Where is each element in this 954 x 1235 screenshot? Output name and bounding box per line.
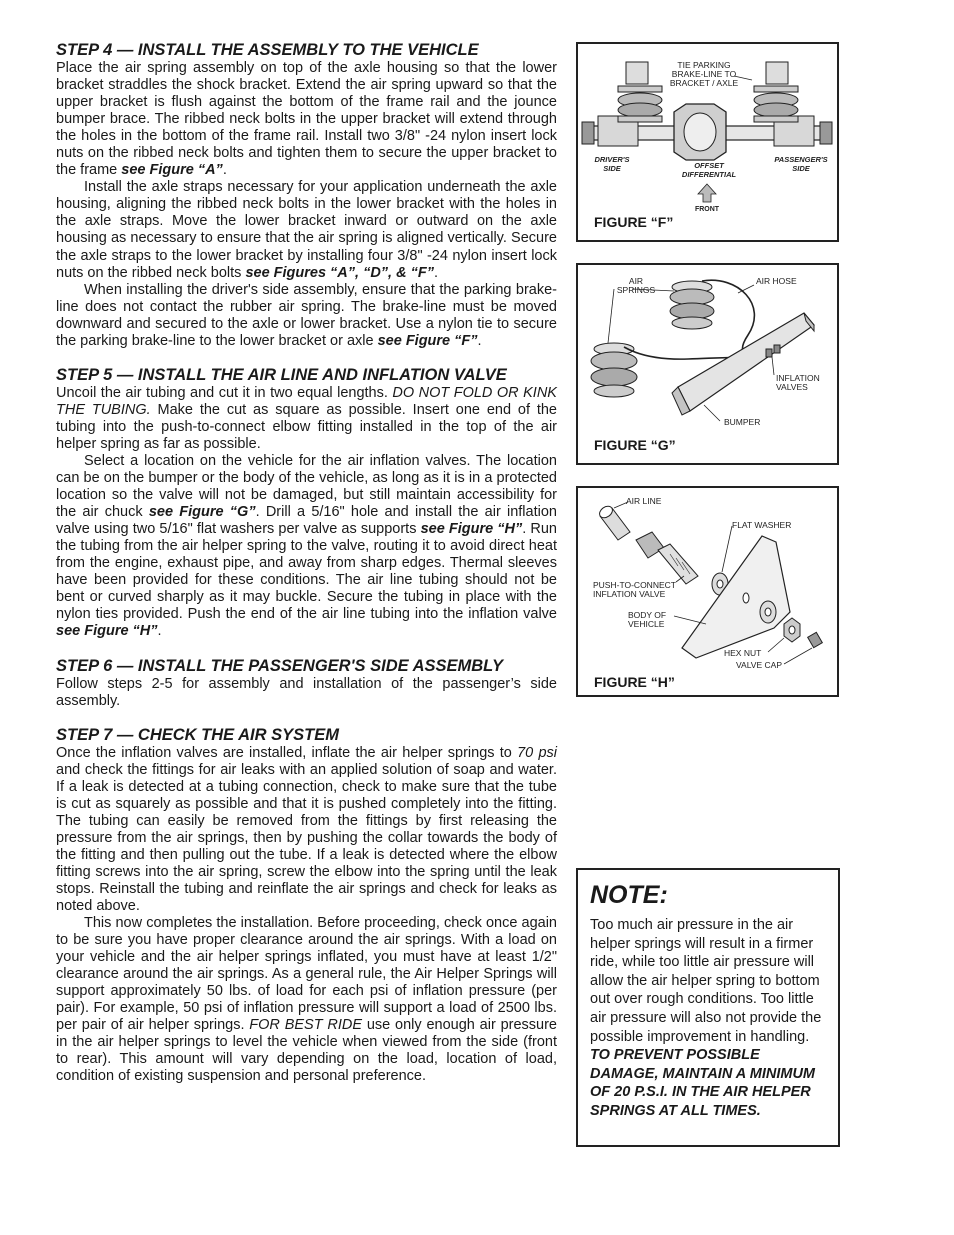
step-5-section: [56, 365, 557, 641]
air-hose-label: AIR HOSE: [756, 276, 797, 286]
step-6-heading: STEP 6 — INSTALL THE PASSENGER'S SIDE ASSEMBLY: [56, 656, 504, 675]
inflation-valves-label-1: INFLATION: [776, 373, 820, 383]
step-7-heading: STEP 7 — CHECK THE AIR SYSTEM: [56, 725, 339, 744]
bumper-label: BUMPER: [724, 417, 761, 427]
tie-label-line-1: TIE PARKING: [677, 60, 731, 70]
air-line-label: AIR LINE: [626, 496, 662, 506]
note-title: NOTE:: [590, 881, 668, 909]
air-springs-label-1: AIR: [628, 276, 644, 286]
axle-diagram: [578, 44, 837, 240]
step-4-section: [56, 40, 557, 350]
step-5-heading: STEP 5 — INSTALL THE AIR LINE AND INFLATION VALVE: [56, 365, 507, 384]
step-7-paragraph-1: Once the inflation valves are installed, inflate the air helper springs to 70 psi and check the fittings for air leaks with an applied solution of soap and water. If a leak is detected at a tubing connection, check to make sure that the tube is cut as squarely as possible and that it is pushed completely into the fitting. The tubing can easily be removed from the fittings by first releasing the pressure from the air springs, then by pushing the collar towards the body of the fitting and then pulling out the tube. If a leak is detected where the elbow fitting screws into the air spring, screw the elbow into the spring until the leak stops. Reinstall the tubing and reinflate the air springs and check for leaks as noted above.: [56, 744, 557, 915]
note-box: [576, 868, 840, 1147]
tie-label-line-2: BRAKE-LINE TO: [671, 69, 737, 79]
body-of-vehicle-label-1: BODY OF: [628, 610, 667, 620]
offset-label-1: OFFSET: [694, 161, 724, 170]
body-of-vehicle-label-2: VEHICLE: [628, 619, 665, 629]
step-6-section: [56, 656, 557, 710]
figure-h-caption: FIGURE “H”: [594, 674, 675, 690]
warning-text: DO NOT FOLD OR KINK THE TUBING.: [56, 384, 557, 418]
figure-f: [576, 42, 839, 242]
flat-washer-label: FLAT WASHER: [732, 520, 792, 530]
figure-reference: see Figure “G”: [148, 504, 256, 521]
valve-assembly-diagram: [578, 488, 837, 695]
instructions-column: [56, 40, 557, 1101]
figure-g-caption: FIGURE “G”: [594, 437, 676, 453]
figure-reference: see Figure “F”: [377, 332, 478, 349]
offset-label-2: DIFFERENTIAL: [681, 170, 737, 179]
step-4-heading: STEP 4 — INSTALL THE ASSEMBLY TO THE VEHICLE: [56, 41, 479, 59]
figure-h: [576, 486, 839, 697]
hex-nut-label: HEX NUT: [724, 648, 762, 658]
passengers-side-label-1: PASSENGER'S: [774, 155, 828, 164]
note-body: Too much air pressure in the air helper springs will result in a firmer ride, while too little air pressure will allow the air helper spring to bottom out over rough conditions. Too little air pressure will also not provide the possible improvement in handling. TO PREVENT POSSIBLE DAMAGE, MAINTAIN A MINIMUM OF 20 P.S.I. IN THE AIR HELPER SPRINGS AT ALL TIMES.: [590, 917, 822, 1119]
push-to-connect-label-2: INFLATION VALVE: [593, 589, 666, 599]
drivers-side-label-2: SIDE: [603, 164, 621, 173]
figure-g: [576, 263, 839, 465]
drivers-side-label-1: DRIVER'S: [594, 155, 630, 164]
step-6-paragraph-1: Follow steps 2-5 for assembly and installation of the passenger’s side assembly.: [56, 675, 557, 709]
tie-label-line-3: BRACKET / AXLE: [669, 78, 739, 88]
inflation-valves-label-2: VALVES: [776, 382, 808, 392]
note-warning: TO PREVENT POSSIBLE DAMAGE, MAINTAIN A MINIMUM OF 20 P.S.I. IN THE AIR HELPER SPRINGS AT ALL TIMES.: [590, 1047, 815, 1119]
front-arrow-icon: [698, 184, 716, 202]
figure-reference: see Figure “H”: [56, 623, 158, 640]
figure-reference: see Figure “H”: [420, 521, 523, 538]
step-5-paragraph-1: Uncoil the air tubing and cut it in two equal lengths. DO NOT FOLD OR KINK THE TUBING. Make the cut as square as possible. Insert one end of the tubing into the push-to-connect elbow fitting installed in the top of the air helper spring as far as possible.: [56, 384, 557, 452]
step-4-paragraph-1: Place the air spring assembly on top of the axle housing so that the lower bracket straddles the shock bracket. Extend the air spring upward so that the upper bracket is flush against the bottom of the frame rail and the jounce bumper brace. The ribbed neck bolts in the upper bracket will extend through the holes in the bottom of the frame rail. Install two 3/8" -24 nylon insert lock nuts on the ribbed neck bolts and tighten them to secure the upper bracket to the frame see Figure “A”.: [56, 60, 557, 179]
figure-f-caption: FIGURE “F”: [594, 214, 674, 230]
valve-cap-label: VALVE CAP: [736, 660, 782, 670]
figure-reference: see Figure “A”: [121, 162, 223, 179]
push-to-connect-label-1: PUSH-TO-CONNECT: [593, 580, 676, 590]
step-5-paragraph-2: Select a location on the vehicle for the air inflation valves. The location can be on the bumper or the body of the vehicle, as long as it is in a protected location so the valve will not be damaged, but still maintain accessibility for the air chuck see Figure “G”. Drill a 5/16" hole and install the air inflation valve using two 5/16" flat washers per valve as supports see Figure “H”. Run the tubing from the air helper spring to the valve, routing it to avoid direct heat from the engine, exhaust pipe, and away from sharp edges. Thermal sleeves have been provided for these conditions. The air line tubing should not be bent or curved sharply as it may buckle. Secure the tubing in place with the nylon ties provided. Push the end of the air line tubing into the inflation valve see Figure “H”.: [56, 452, 557, 640]
air-springs-label-2: SPRINGS: [616, 285, 656, 295]
step-4-paragraph-3: When installing the driver's side assembly, ensure that the parking brake-line does not contact the rubber air spring. The brake-line must be moved downward and secured to the axle or lower bracket. Use a nylon tie to secure the parking brake-line to the lower bracket or axle see Figure “F”.: [56, 281, 557, 349]
step-7-paragraph-2: This now completes the installation. Before proceeding, check once again to be sure you have proper clearance around the air springs. With a load on your vehicle and the air helper springs inflated, you must have at least 1/2" clearance around the air springs. As a general rule, the Air Helper Springs will support approximately 50 lbs. of load for each psi of inflation pressure (per pair). For example, 50 psi of inflation pressure will support a load of 2500 lbs. per pair of air helper springs. FOR BEST RIDE use only enough air pressure in the air helper springs to level the vehicle when viewed from the side (front to rear). This amount will vary depending on the load, location of load, condition of existing suspension and personal preference.: [56, 915, 557, 1085]
step-4-paragraph-2: Install the axle straps necessary for your application underneath the axle housing, aligning the ribbed neck bolts in the lower bracket with the holes in the axle straps. Move the lower bracket inward or outward on the axle housing as necessary to ensure that the air spring is aligned vertically. Secure the axle straps to the lower bracket by installing four 3/8" -24 nylon insert lock nuts on the ribbed neck bolts see Figures “A”, “D”, & “F”.: [56, 179, 557, 281]
step-7-section: [56, 725, 557, 1086]
passengers-side-label-2: SIDE: [792, 164, 810, 173]
front-label: FRONT: [694, 206, 720, 213]
valve-location-diagram: [578, 265, 837, 463]
figure-reference: see Figures “A”, “D”, & “F”: [245, 264, 434, 281]
